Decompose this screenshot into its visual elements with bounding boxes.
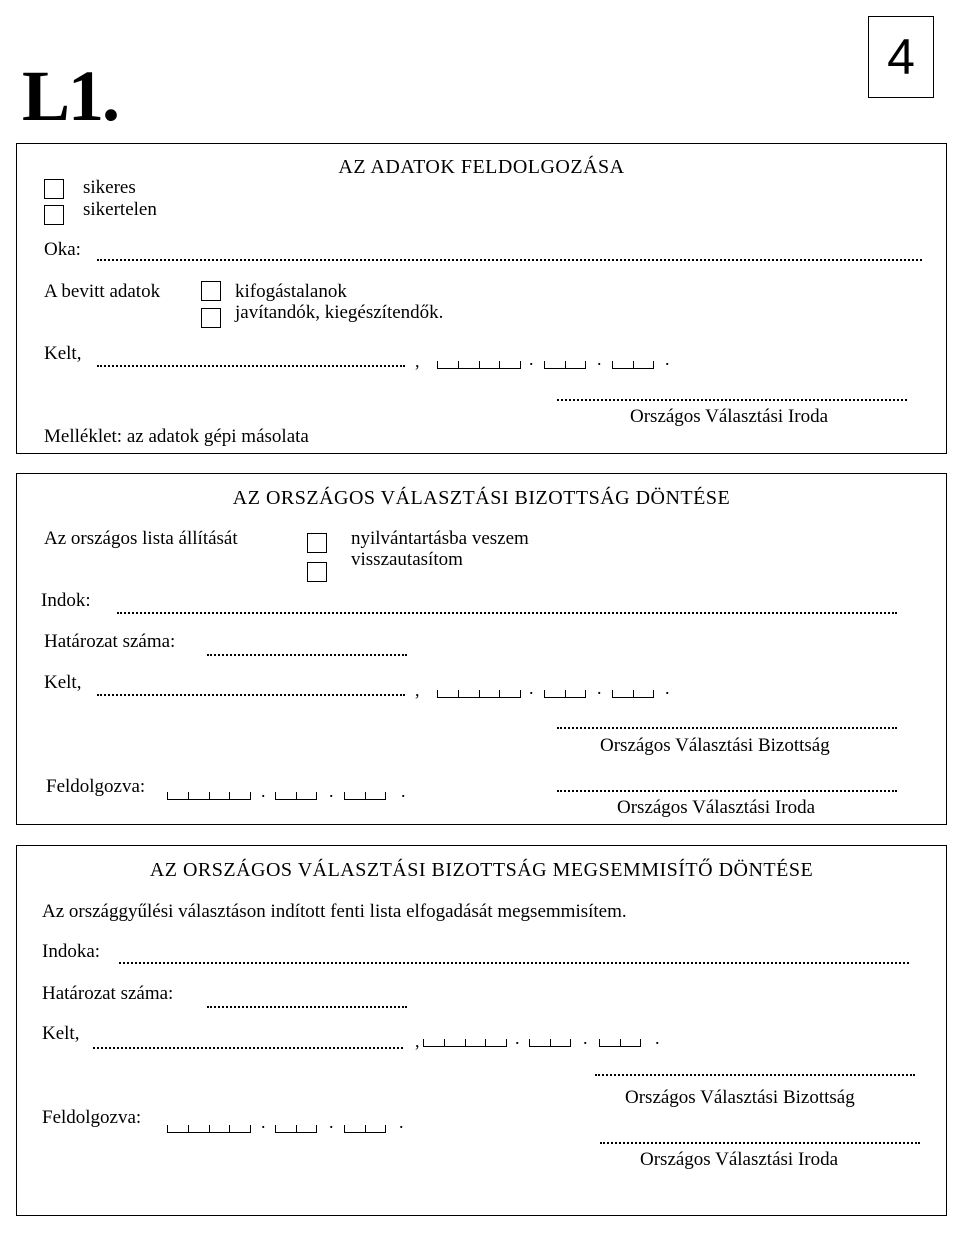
processed-day-field[interactable]: [344, 792, 386, 800]
month-field[interactable]: [544, 361, 586, 369]
data-processing-section: [16, 143, 947, 454]
processed-month-field[interactable]: [275, 792, 317, 800]
committee-decision-section: [16, 473, 947, 825]
resolution-number-label: Határozat száma:: [42, 983, 174, 1004]
form-code: L1.: [22, 56, 119, 136]
dot-separator: .: [261, 1112, 266, 1132]
reject-label: visszautasítom: [351, 549, 463, 570]
year-field[interactable]: [437, 690, 521, 698]
signature-line[interactable]: [595, 1074, 915, 1076]
reason-field[interactable]: [117, 612, 897, 614]
place-field[interactable]: [97, 694, 405, 696]
success-checkbox[interactable]: [44, 179, 64, 199]
signature-line[interactable]: [557, 727, 897, 729]
processed-year-field[interactable]: [167, 792, 251, 800]
dot-separator: .: [583, 1028, 588, 1048]
section-title: AZ ORSZÁGOS VÁLASZTÁSI BIZOTTSÁG DÖNTÉSE: [232, 487, 731, 509]
dot-separator: .: [329, 1112, 334, 1132]
signer-office: Országos Választási Iroda: [630, 406, 829, 427]
correct-label: javítandók, kiegészítendők.: [235, 302, 444, 323]
day-field[interactable]: [612, 361, 654, 369]
date-label: Kelt,: [42, 1023, 80, 1044]
date-label: Kelt,: [44, 672, 82, 693]
register-label: nyilvántartásba veszem: [351, 528, 529, 549]
entered-data-label: A bevitt adatok: [44, 281, 161, 302]
dot-separator: .: [529, 678, 534, 698]
reason-field[interactable]: [97, 259, 922, 261]
processed-month-field[interactable]: [275, 1125, 317, 1133]
register-checkbox[interactable]: [307, 533, 327, 553]
day-field[interactable]: [599, 1039, 641, 1047]
dot-separator: .: [401, 781, 406, 801]
reject-checkbox[interactable]: [307, 562, 327, 582]
comma-separator: ,: [415, 351, 420, 371]
processed-year-field[interactable]: [167, 1125, 251, 1133]
reason-field[interactable]: [119, 962, 909, 964]
section-title: AZ ORSZÁGOS VÁLASZTÁSI BIZOTTSÁG MEGSEMMISÍTŐ DÖNTÉSE: [149, 859, 814, 881]
comma-separator: ,: [415, 680, 420, 700]
month-field[interactable]: [529, 1039, 571, 1047]
fail-checkbox[interactable]: [44, 205, 64, 225]
dot-separator: .: [329, 781, 334, 801]
signer-committee: Országos Választási Bizottság: [625, 1087, 855, 1108]
comma-separator: ,: [415, 1031, 420, 1051]
signer-office: Országos Választási Iroda: [617, 797, 816, 818]
processed-label: Feldolgozva:: [46, 776, 146, 797]
year-field[interactable]: [423, 1039, 507, 1047]
attachment-note: Melléklet: az adatok gépi másolata: [44, 426, 309, 447]
reason-label: Indoka:: [42, 941, 101, 962]
dot-separator: .: [515, 1028, 520, 1048]
annulment-statement: Az országgyűlési választáson indított fenti lista elfogadását megsemmisítem.: [42, 901, 627, 922]
dot-separator: .: [597, 349, 602, 369]
dot-separator: .: [399, 1112, 404, 1132]
annulment-decision-section: [16, 845, 947, 1216]
resolution-number-field[interactable]: [207, 1006, 407, 1008]
date-label: Kelt,: [44, 343, 82, 364]
flawless-checkbox[interactable]: [201, 281, 221, 301]
reason-label: Oka:: [44, 239, 81, 260]
year-field[interactable]: [437, 361, 521, 369]
dot-separator: .: [597, 678, 602, 698]
day-field[interactable]: [612, 690, 654, 698]
processed-day-field[interactable]: [344, 1125, 386, 1133]
place-field[interactable]: [93, 1047, 403, 1049]
signature-line[interactable]: [557, 399, 907, 401]
signer-office: Országos Választási Iroda: [640, 1149, 839, 1170]
page-number-box: 4: [868, 16, 934, 98]
place-field[interactable]: [97, 365, 405, 367]
statement-label: Az országos lista állítását: [44, 528, 238, 549]
fail-label: sikertelen: [83, 199, 157, 220]
section-title: AZ ADATOK FELDOLGOZÁSA: [338, 156, 625, 178]
signature-line[interactable]: [600, 1142, 920, 1144]
resolution-number-label: Határozat száma:: [44, 631, 176, 652]
dot-separator: .: [665, 678, 670, 698]
dot-separator: .: [665, 349, 670, 369]
resolution-number-field[interactable]: [207, 654, 407, 656]
dot-separator: .: [655, 1028, 660, 1048]
month-field[interactable]: [544, 690, 586, 698]
flawless-label: kifogástalanok: [235, 281, 347, 302]
correct-checkbox[interactable]: [201, 308, 221, 328]
dot-separator: .: [529, 349, 534, 369]
signature-line[interactable]: [557, 790, 897, 792]
success-label: sikeres: [83, 177, 136, 198]
signer-committee: Országos Választási Bizottság: [600, 735, 830, 756]
processed-label: Feldolgozva:: [42, 1107, 142, 1128]
dot-separator: .: [261, 781, 266, 801]
reason-label: Indok:: [41, 590, 91, 611]
